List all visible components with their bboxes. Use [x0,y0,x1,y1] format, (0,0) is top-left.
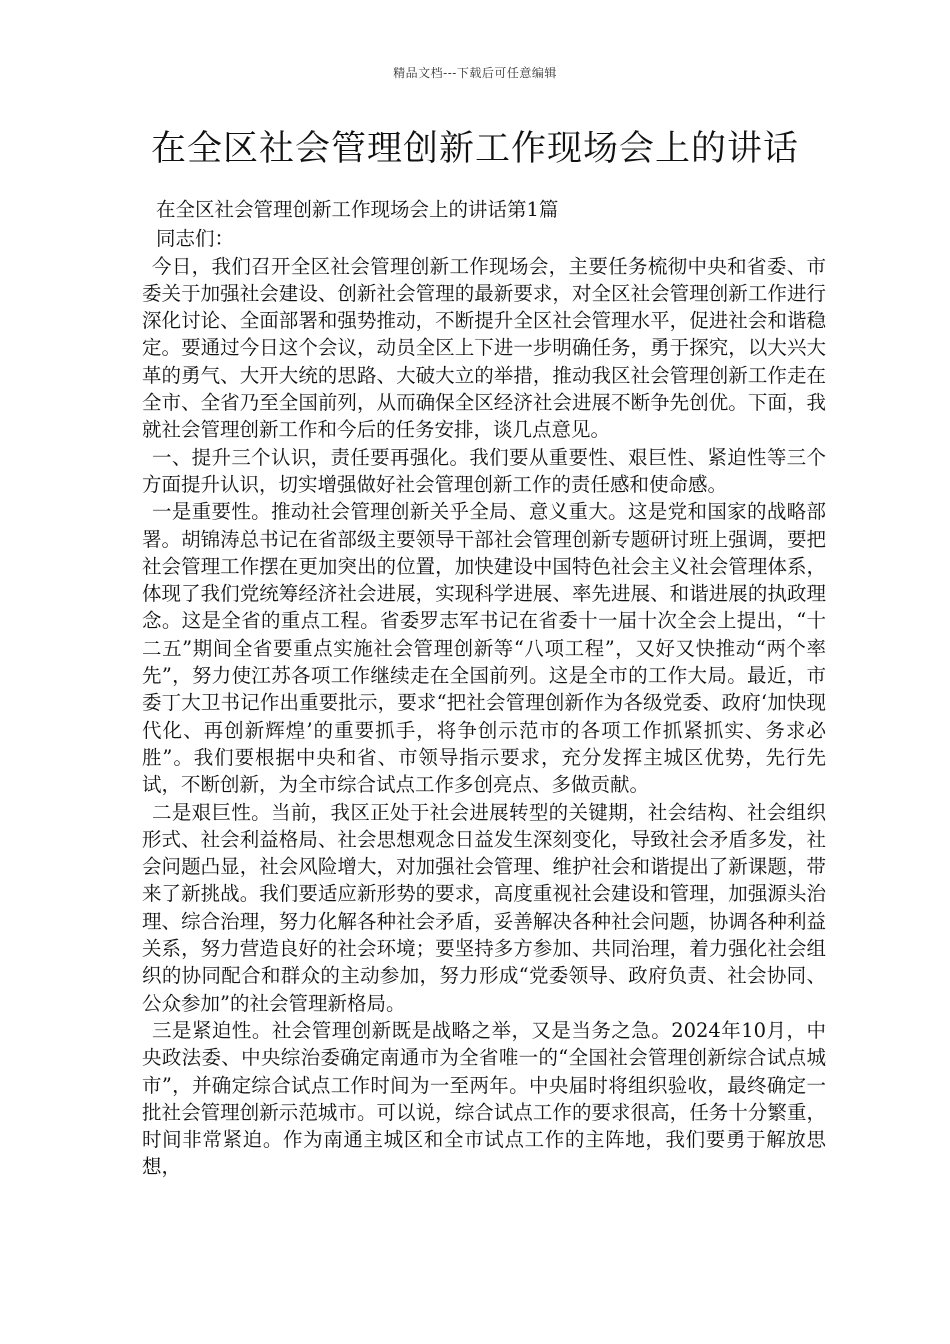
paragraph-intro: 今日，我们召开全区社会管理创新工作现场会，主要任务梳彻中央和省委、市委关于加强社会建设、创新社会管理的最新要求，对全区社会管理创新工作进行深化讨论、全面部署和强势推动，不断提升全区社会管理水平，促进社会和谐稳定。要通过今日这个会议，动员全区上下进一步明确任务，勇于探究，以大兴大革的勇气、大开大统的思路、大破大立的举措，推动我区社会管理创新工作走在全市、全省乃至全国前列，从而确保全区经济社会进展不断争先创优。下面，我就社会管理创新工作和今后的任务安排，谈几点意见。 [142,254,826,442]
paragraph-section-one: 一、提升三个认识，责任要再强化。我们要从重要性、艰巨性、紧迫性等三个方面提升认识，切实增强做好社会管理创新工作的责任感和使命感。 [142,445,826,496]
document-body [142,196,826,1181]
header-note: 精品文档---下载后可任意编辑 [393,66,557,80]
section-subtitle: 在全区社会管理创新工作现场会上的讲话第1篇 [156,198,559,221]
document-title: 在全区社会管理创新工作现场会上的讲话 [150,129,799,169]
paragraph-importance: 一是重要性。推动社会管理创新关乎全局、意义重大。这是党和国家的战略部署。胡锦涛总书记在省部级主要领导干部社会管理创新专题研讨班上强调，要把社会管理工作摆在更加突出的位置，加快建设中国特色社会主义社会管理体系，体现了我们党统筹经济社会进展，实现科学进展、率先进展、和谐进展的执政理念。这是全省的重点工程。省委罗志军书记在省委十一届十次全会上提出，“十二五”期间全省要重点实施社会管理创新等“八项工程”，又好又快推动“两个率先”，努力使江苏各项工作继续走在全国前列。这是全市的工作大局。最近，市委丁大卫书记作出重要批示，要求“把社会管理创新作为各级党委、政府‘加快现代化、再创新辉煌’的重要抓手，将争创示范市的各项工作抓紧抓实、务求必胜”。我们要根据中央和省、市领导指示要求，充分发挥主城区优势，先行先试，不断创新，为全市综合试点工作多创亮点、多做贡献。 [142,500,826,797]
paragraph-difficulty: 二是艰巨性。当前，我区正处于社会进展转型的关键期，社会结构、社会组织形式、社会利益格局、社会思想观念日益发生深刻变化，导致社会矛盾多发，社会问题凸显，社会风险增大，对加强社会管理、维护社会和谐提出了新课题，带来了新挑战。我们要适应新形势的要求，高度重视社会建设和管理，加强源头治理、综合治理，努力化解各种社会矛盾，妥善解决各种社会问题，协调各种利益关系，努力营造良好的社会环境；要坚持多方参加、共同治理，着力强化社会组织的协同配合和群众的主动参加，努力形成“党委领导、政府负责、社会协同、公众参加”的社会管理新格局。 [142,800,826,1015]
paragraph-urgency: 三是紧迫性。社会管理创新既是战略之举，又是当务之急。2024年10月，中央政法委、中央综治委确定南通市为全省唯一的“全国社会管理创新综合试点城市”，并确定综合试点工作时间为一至两年。中央届时将组织验收，最终确定一批社会管理创新示范城市。可以说，综合试点工作的要求很高，任务十分繁重，时间非常紧迫。作为南通主城区和全市试点工作的主阵地，我们要勇于解放思想， [142,1018,826,1179]
salutation: 同志们： [156,227,235,251]
